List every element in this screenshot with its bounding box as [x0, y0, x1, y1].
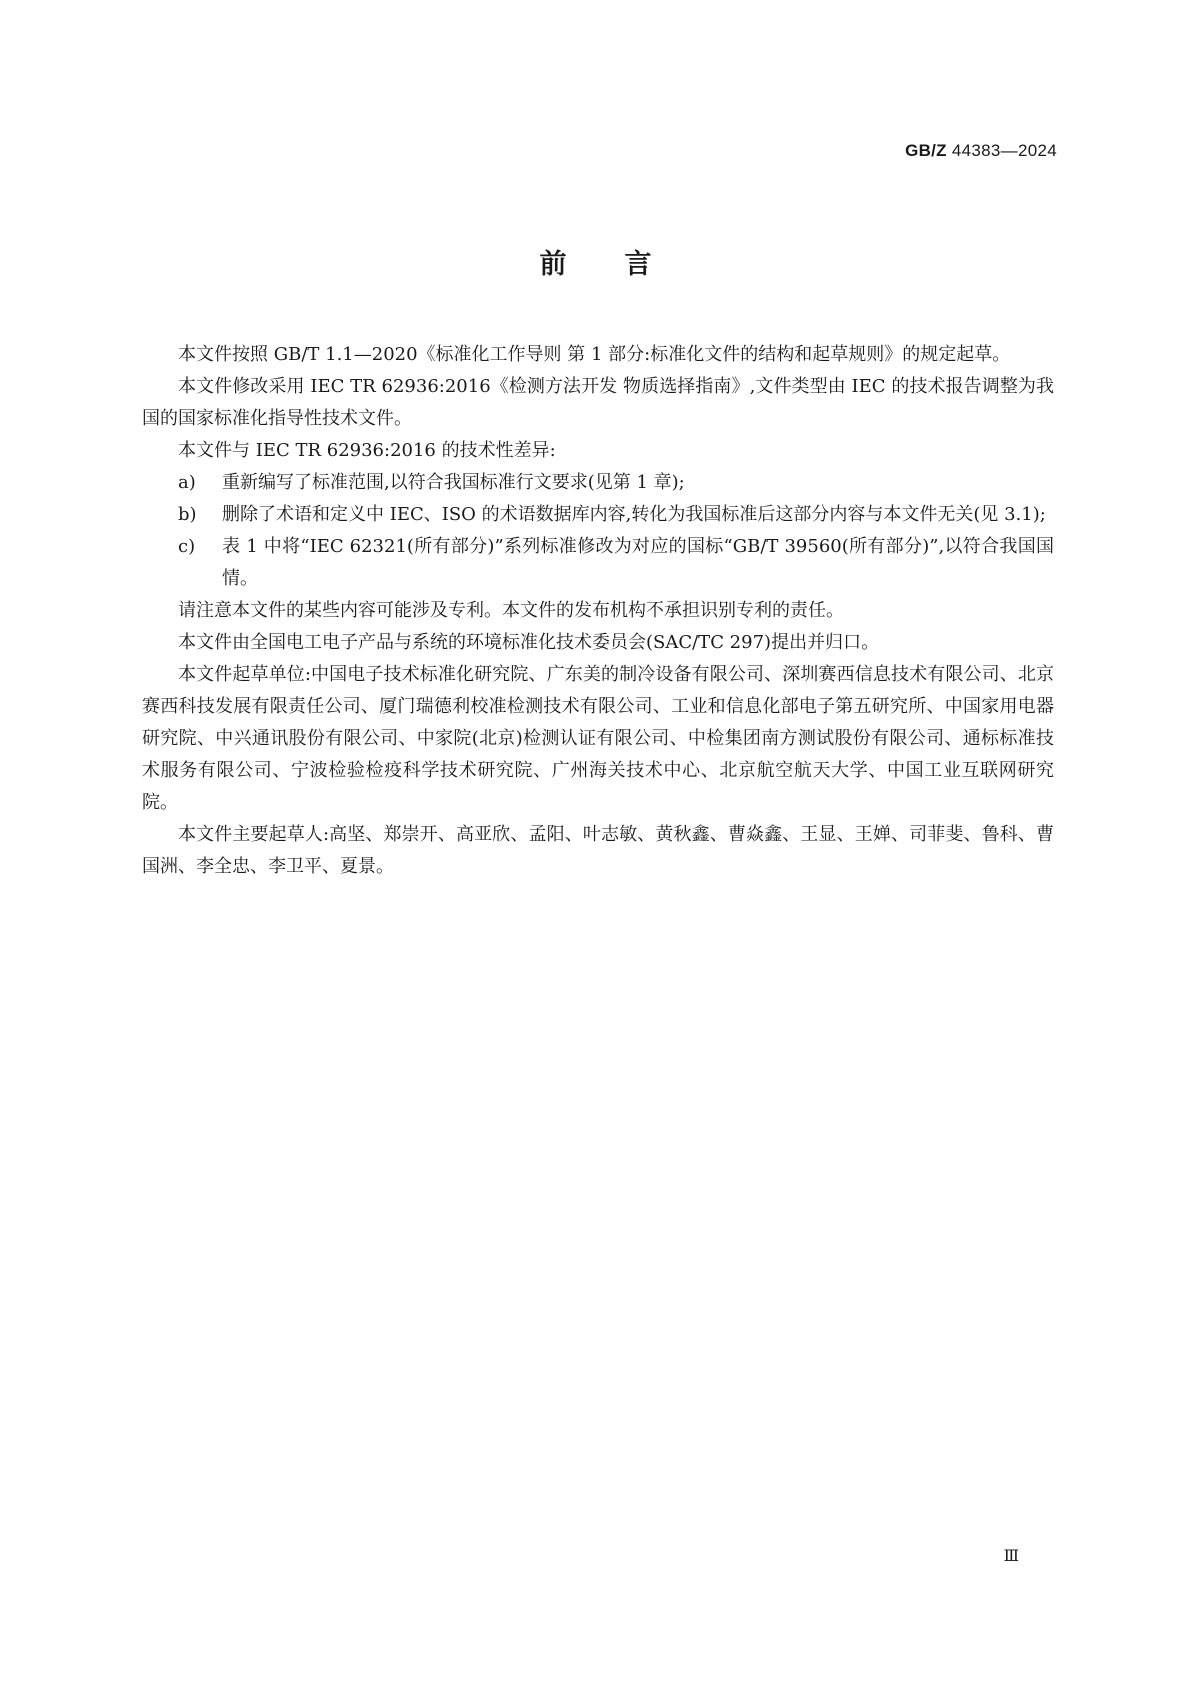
paragraph-drafting-units: 本文件起草单位:中国电子技术标准化研究院、广东美的制冷设备有限公司、深圳赛西信息技术有限公司、北京赛西科技发展有限责任公司、厦门瑞德利校准检测技术有限公司、工业和信息化部电子第五研究所、中国家用电器研究院、中兴通讯股份有限公司、中家院(北京)检测认证有限公司、中检集团南方测试股份有限公司、通标标准技术服务有限公司、宁波检验检疫科学技术研究院、广州海关技术中心、北京航空航天大学、中国工业互联网研究院。: [142, 664, 1054, 813]
page-title: 前言: [539, 249, 710, 280]
foreword-body: [142, 339, 1054, 883]
standard-code-number: 44383—2024: [946, 141, 1057, 160]
difference-item-b: [142, 499, 1054, 531]
standard-number: [905, 141, 1057, 161]
paragraph-drafting-rules: 本文件按照 GB/T 1.1—2020《标准化工作导则 第 1 部分:标准化文件的结构和起草规则》的规定起草。: [178, 344, 1011, 365]
paragraph-drafters: 本文件主要起草人:高坚、郑崇开、高亚欣、孟阳、叶志敏、黄秋鑫、曹焱鑫、王显、王婵、司菲斐、鲁科、曹国洲、李全忠、李卫平、夏景。: [142, 824, 1054, 877]
list-item-text: 表 1 中将“IEC 62321(所有部分)”系列标准修改为对应的国标“GB/T 39560(所有部分)”,以符合我国国情。: [222, 536, 1054, 589]
list-item-text: 重新编写了标准范围,以符合我国标准行文要求(见第 1 章);: [222, 472, 685, 493]
page-number: Ⅲ: [1003, 1546, 1019, 1565]
list-marker: a): [178, 472, 196, 493]
difference-item-c: [142, 531, 1054, 595]
difference-item-a: [142, 467, 1054, 499]
paragraph-differences-intro: 本文件与 IEC TR 62936:2016 的技术性差异:: [178, 440, 556, 461]
standard-code: GB/Z: [905, 141, 947, 160]
paragraph-adoption: 本文件修改采用 IEC TR 62936:2016《检测方法开发 物质选择指南》,文件类型由 IEC 的技术报告调整为我国的国家标准化指导性技术文件。: [142, 376, 1054, 429]
paragraph-patent-notice: 请注意本文件的某些内容可能涉及专利。本文件的发布机构不承担识别专利的责任。: [178, 600, 844, 621]
list-marker: b): [178, 504, 197, 525]
list-item-text: 删除了术语和定义中 IEC、ISO 的术语数据库内容,转化为我国标准后这部分内容与本文件无关(见 3.1);: [222, 504, 1046, 525]
paragraph-proposer: 本文件由全国电工电子产品与系统的环境标准化技术委员会(SAC/TC 297)提出并归口。: [178, 632, 880, 653]
list-marker: c): [178, 536, 196, 557]
